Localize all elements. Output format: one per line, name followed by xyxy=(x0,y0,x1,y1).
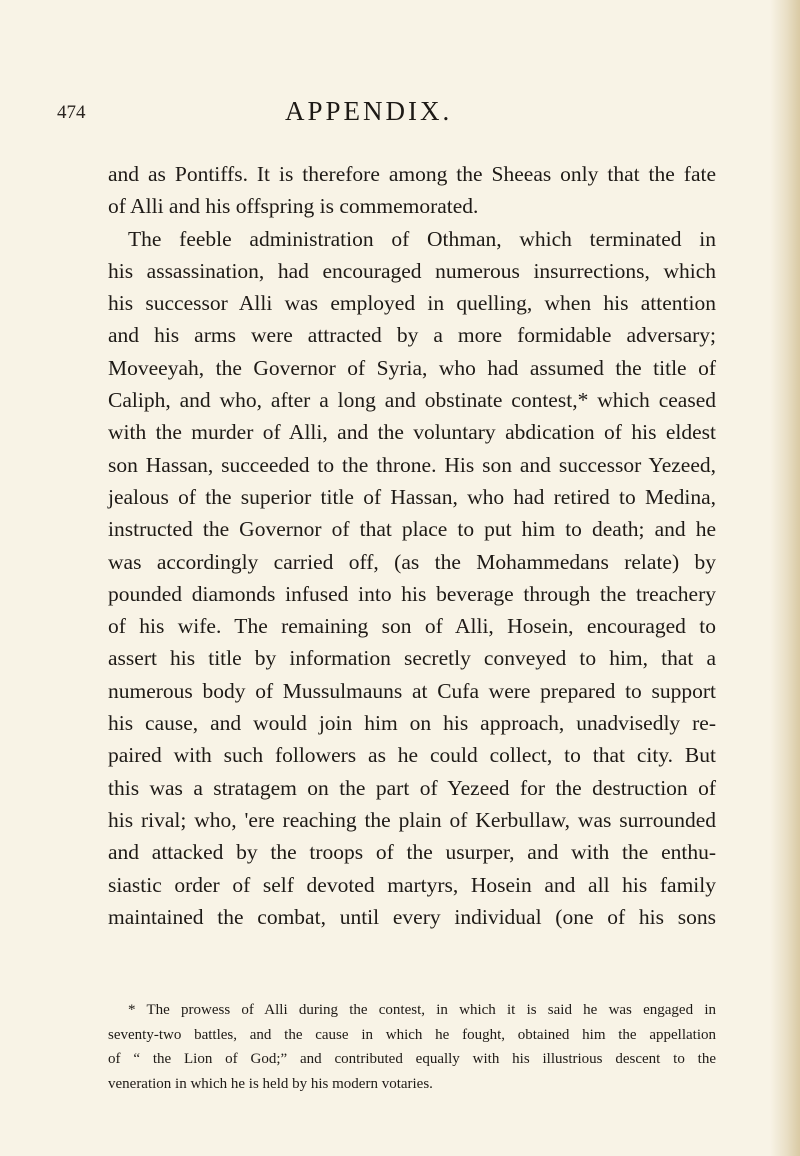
text-line: Caliph, and who, after a long and obstinate contest,* which ceased xyxy=(108,388,716,413)
text-line: instructed the Governor of that place to put him to death; and he xyxy=(108,517,716,542)
footnote-line: veneration in which he is held by his modern votaries. xyxy=(108,1075,433,1092)
page-header xyxy=(0,96,800,136)
text-line: his successor Alli was employed in quelling, when his attention xyxy=(108,291,716,316)
text-line: and attacked by the troops of the usurper, and with the enthu- xyxy=(108,840,716,865)
text-line: siastic order of self devoted martyrs, Hosein and all his family xyxy=(108,872,716,897)
main-text xyxy=(108,158,798,933)
text-line: and his arms were attracted by a more formidable adversary; xyxy=(108,323,716,348)
footnote-line: of “ the Lion of God;” and contributed equally with his illustrious descent to the xyxy=(108,1051,716,1068)
footnote-line: seventy-two battles, and the cause in which he fought, obtained him the appellation xyxy=(108,1026,716,1043)
text-line: with the murder of Alli, and the voluntary abdication of his eldest xyxy=(108,420,716,445)
text-line: assert his title by information secretly conveyed to him, that a xyxy=(108,646,716,671)
text-line: paired with such followers as he could collect, to that city. But xyxy=(108,743,716,768)
text-line: of his wife. The remaining son of Alli, Hosein, encouraged to xyxy=(108,614,716,639)
text-line: son Hassan, succeeded to the throne. His son and successor Yezeed, xyxy=(108,452,716,477)
text-line: Moveeyah, the Governor of Syria, who had assumed the title of xyxy=(108,355,716,380)
text-line: maintained the combat, until every individual (one of his sons xyxy=(108,904,716,929)
text-line: numerous body of Mussulmauns at Cufa were prepared to support xyxy=(108,678,716,703)
footnote-line: * The prowess of Alli during the contest, in which it is said he was engaged in xyxy=(128,1002,716,1018)
text-line: this was a stratagem on the part of Yezeed for the destruction of xyxy=(108,775,716,800)
text-line: his rival; who, 'ere reaching the plain of Kerbullaw, was surrounded xyxy=(108,807,716,832)
text-line: pounded diamonds infused into his beverage through the treachery xyxy=(108,581,716,606)
page-number: 474 xyxy=(57,102,86,123)
footnote xyxy=(108,998,798,1096)
text-line: of Alli and his offspring is commemorated. xyxy=(108,194,479,219)
text-line: was accordingly carried off, (as the Mohammedans relate) by xyxy=(108,549,716,574)
text-line: his cause, and would join him on his approach, unadvisedly re- xyxy=(108,711,716,736)
running-head: APPENDIX. xyxy=(285,96,453,126)
text-line: jealous of the superior title of Hassan, who had retired to Medina, xyxy=(108,484,716,509)
text-line: The feeble administration of Othman, which terminated in xyxy=(128,226,716,251)
text-line: and as Pontiffs. It is therefore among the Sheeas only that the fate xyxy=(108,162,716,186)
text-line: his assassination, had encouraged numerous insurrections, which xyxy=(108,258,716,283)
